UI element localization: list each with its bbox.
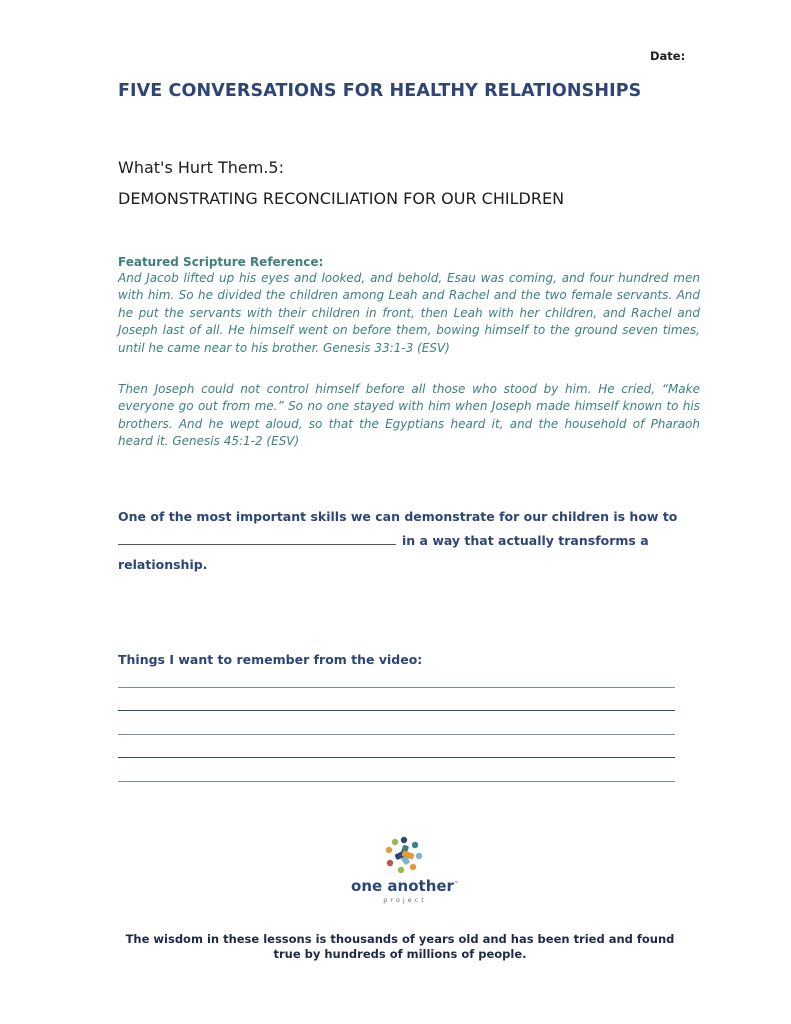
fill-in-sentence-continuation: in a way that actually transforms a — [402, 533, 649, 548]
note-line[interactable] — [118, 687, 675, 688]
note-line[interactable] — [118, 710, 675, 711]
logo-wordmark — [330, 877, 480, 895]
scripture-passage-genesis-45: Then Joseph could not control himself before all those who stood by him. He cried, “Make everyone go out from me.” So no one stayed with him when Joseph made himself known to his brothers. And he wept aloud, so that the Egyptians heard it, and the household of Pharaoh heard it. Genesis 45:1-2 (ESV) — [118, 382, 700, 449]
fill-in-blank[interactable] — [118, 533, 396, 545]
session-title: What's Hurt Them.5: — [118, 158, 284, 177]
fill-in-sentence-line-2 — [118, 533, 649, 548]
note-line[interactable] — [118, 757, 675, 758]
note-line[interactable] — [118, 781, 675, 782]
people-circle-logo-icon — [384, 835, 424, 875]
one-another-logo — [330, 835, 480, 910]
date-label: Date: — [650, 49, 686, 63]
page-title: FIVE CONVERSATIONS FOR HEALTHY RELATIONSHIPS — [118, 81, 642, 101]
scripture-passage-genesis-33: And Jacob lifted up his eyes and looked, and behold, Esau was coming, and four hundred men with him. So he divided the children among Leah and Rachel and the two female servants. And he put the servants with their children in front, then Leah with her children, and Rachel and Joseph last of all. He himself went on before them, bowing himself to the ground seven times, until he came near to his brother. Genesis 33:1-3 (ESV) — [118, 271, 700, 355]
logo-wordmark-text: one another — [351, 877, 454, 895]
notes-heading: Things I want to remember from the video: — [118, 652, 423, 667]
footer-note: The wisdom in these lessons is thousands of years old and has been tried and found true by hundreds of millions of people. — [125, 932, 675, 961]
fill-in-sentence-line-3: relationship. — [118, 557, 208, 572]
scripture-heading: Featured Scripture Reference: — [118, 255, 324, 269]
session-subtitle: DEMONSTRATING RECONCILIATION FOR OUR CHILDREN — [118, 189, 565, 208]
logo-trademark: ™ — [453, 881, 459, 887]
fill-in-sentence-line-1: One of the most important skills we can demonstrate for our children is how to — [118, 509, 678, 524]
logo-subtext: project — [383, 896, 427, 904]
note-line[interactable] — [118, 734, 675, 735]
